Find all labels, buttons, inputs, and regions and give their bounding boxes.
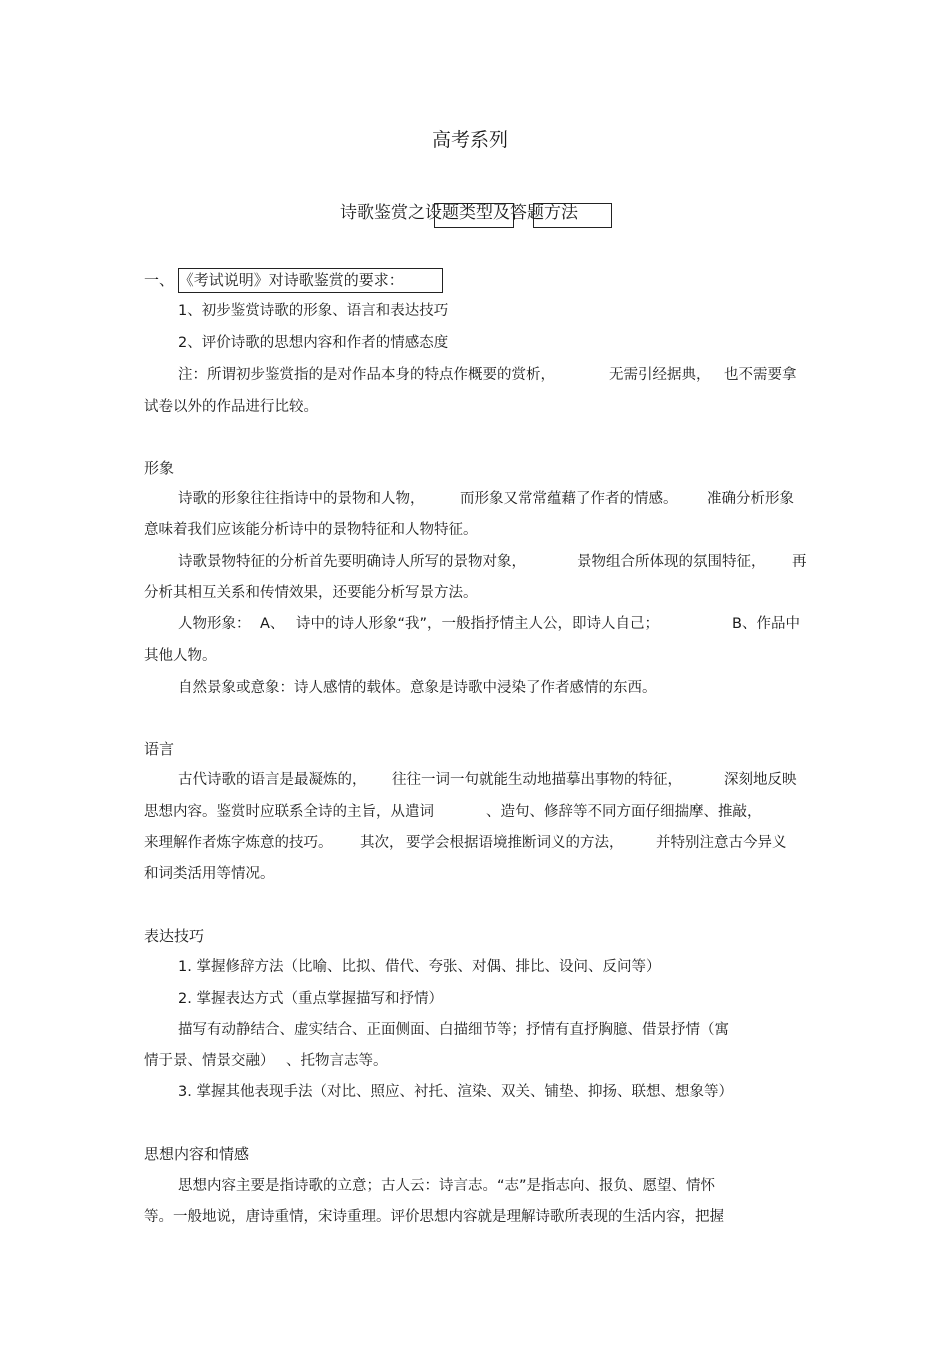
paragraph-text: 来理解作者炼字炼意的技巧。 [144, 835, 333, 851]
section-heading-thought: 思想内容和情感 [144, 1145, 250, 1163]
paragraph-text: 、造句、修辞等不同方面仔细揣摩、推敲， [486, 804, 762, 820]
paragraph-text: 描写有动静结合、虚实结合、正面侧面、白描细节等；抒情有直抒胸臆、借景抒情（寓 [178, 1022, 729, 1038]
paragraph-text: 思想内容主要是指诗歌的立意；古人云：诗言志。“志”是指志向、报负、愿望、情怀 [178, 1178, 716, 1194]
subtitle-frame-right [533, 203, 612, 228]
technique-item-3: 3. 掌握其他表现手法（对比、照应、衬托、渲染、双关、铺垫、抑扬、联想、想象等） [178, 1084, 733, 1100]
paragraph-text: 其次， [360, 835, 404, 851]
paragraph-text: 、托物言志等。 [286, 1053, 388, 1069]
paragraph-text: 深刻地反映 [724, 772, 797, 788]
paragraph-text: 而形象又常常蕴藉了作者的情感。 [460, 491, 678, 507]
document-subtitle: 诗歌鉴赏之设题类型及答题方法 [340, 203, 578, 223]
paragraph-text: 和词类活用等情况。 [144, 866, 275, 882]
note-text: 无需引经据典， [609, 367, 711, 383]
section-heading-requirements: 一、 《考试说明》对诗歌鉴赏的要求： [144, 271, 404, 289]
requirement-item-2: 2、评价诗歌的思想内容和作者的情感态度 [178, 335, 449, 351]
subtitle-frame-left [434, 203, 514, 228]
paragraph-text: 分析其相互关系和传情效果，还要能分析写景方法。 [144, 585, 478, 601]
technique-item-1: 1. 掌握修辞方法（比喻、比拟、借代、夸张、对偶、排比、设问、反问等） [178, 959, 661, 975]
paragraph-text: 诗中的诗人形象“我”，一般指抒情主人公，即诗人自己； [296, 616, 660, 632]
paragraph-text: 并特别注意古今异义 [656, 835, 787, 851]
paragraph-text: 意味着我们应该能分析诗中的景物特征和人物特征。 [144, 522, 478, 538]
paragraph-text: 思想内容。鉴赏时应联系全诗的主旨，从遣词 [144, 804, 434, 820]
note-text: 也不需要拿 [724, 367, 797, 383]
requirement-item-1: 1、初步鉴赏诗歌的形象、语言和表达技巧 [178, 303, 449, 319]
note-text: 注：所谓初步鉴赏指的是对作品本身的特点作概要的赏析， [178, 367, 555, 383]
section-heading-technique: 表达技巧 [144, 927, 205, 945]
heading-frame [178, 268, 443, 293]
paragraph-text: 情于景、情景交融） [144, 1053, 275, 1069]
paragraph-text: 古代诗歌的语言是最凝炼的， [178, 772, 367, 788]
paragraph-text: 景物组合所体现的氛围特征， [577, 554, 766, 570]
page-title: 高考系列 [432, 129, 509, 151]
paragraph-text: 诗歌的形象往往指诗中的景物和人物， [178, 491, 425, 507]
paragraph-text: 诗歌景物特征的分析首先要明确诗人所写的景物对象， [178, 554, 526, 570]
paragraph-text: 要学会根据语境推断词义的方法， [406, 835, 624, 851]
paragraph-text: 准确分析形象 [707, 491, 794, 507]
note-text-cont: 试卷以外的作品进行比较。 [144, 399, 318, 415]
paragraph-text: 其他人物。 [144, 648, 217, 664]
paragraph-text: B、作品中 [732, 616, 800, 632]
paragraph-text: 自然景象或意象：诗人感情的载体。意象是诗歌中浸染了作者感情的东西。 [178, 680, 657, 696]
paragraph-text: 等。一般地说，唐诗重情，宋诗重理。评价思想内容就是理解诗歌所表现的生活内容，把握 [144, 1209, 724, 1225]
paragraph-text: 往往一词一句就能生动地描摹出事物的特征， [392, 772, 682, 788]
section-heading-language: 语言 [144, 740, 175, 758]
section-heading-image: 形象 [144, 459, 175, 477]
paragraph-text: 人物形象： [178, 616, 251, 632]
paragraph-text: A、 [260, 616, 285, 632]
paragraph-text: 再 [792, 554, 807, 570]
technique-item-2: 2. 掌握表达方式（重点掌握描写和抒情） [178, 991, 443, 1007]
